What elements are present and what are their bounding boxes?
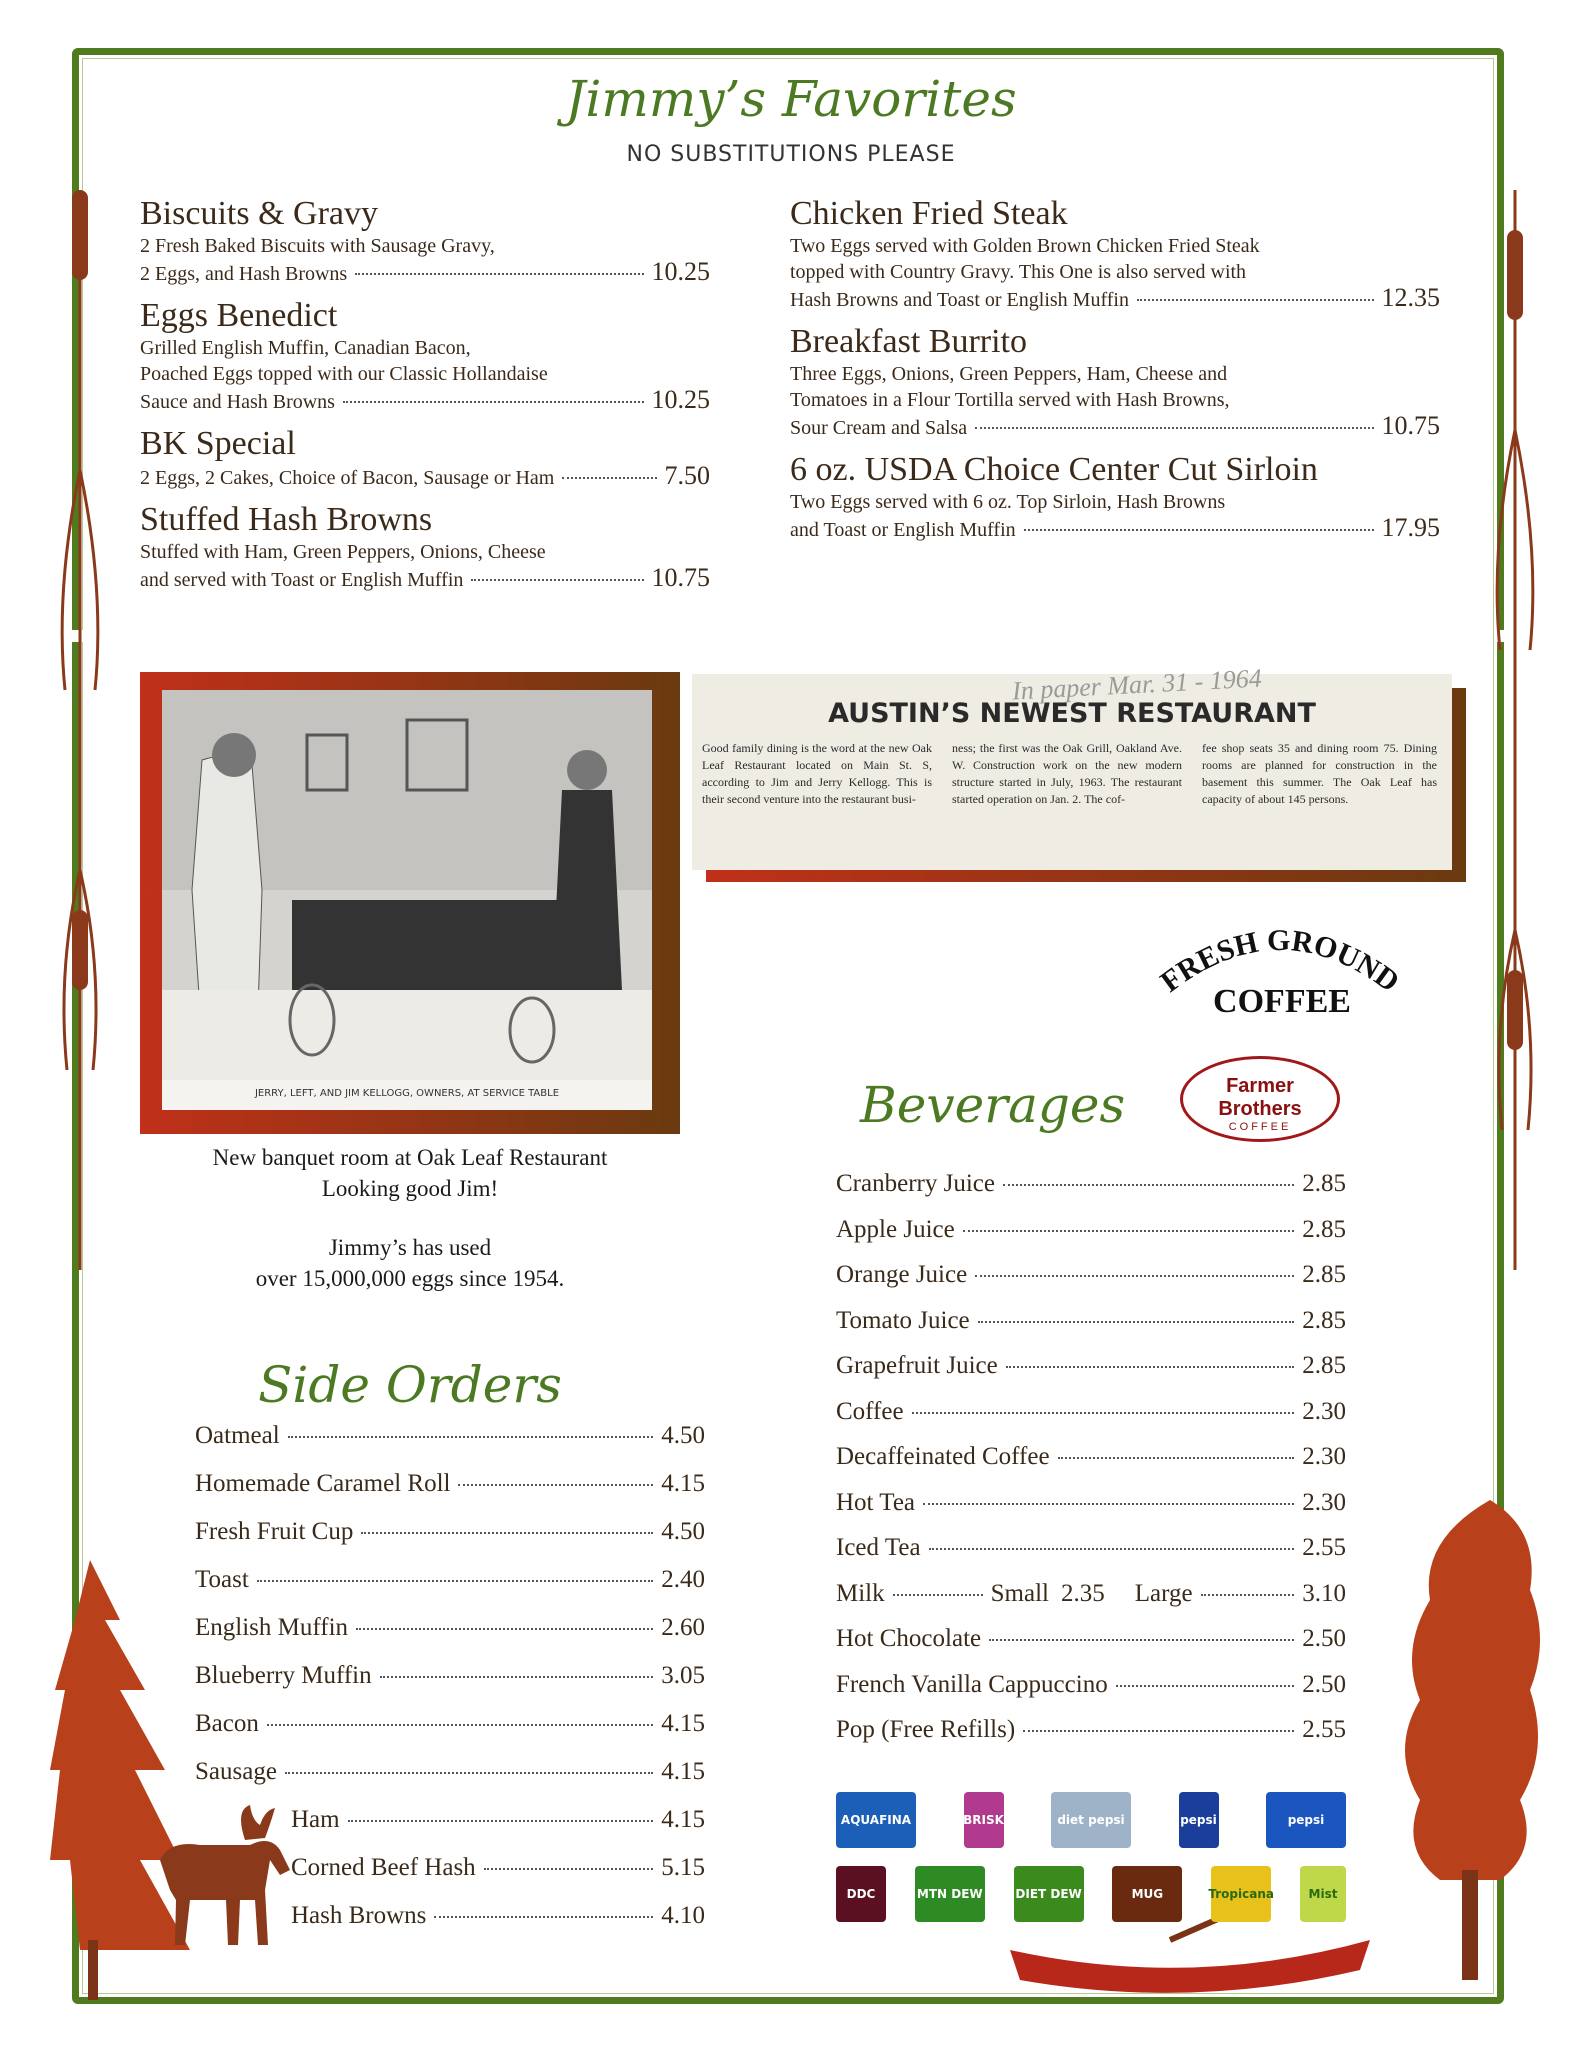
dot-leader — [1058, 1457, 1295, 1459]
side-name: Sausage — [195, 1758, 277, 1785]
side-price: 4.50 — [661, 1518, 705, 1545]
item-desc: and Toast or English Muffin — [790, 519, 1016, 541]
dot-leader — [975, 1275, 1294, 1277]
clipping-column: ness; the first was the Oak Grill, Oakland Ave. W. Construction work on the new modern structure started in July, 1963. The restaurant started operation on Jan. 2. The cof- — [952, 741, 1182, 806]
item-desc: Three Eggs, Onions, Green Peppers, Ham, Cheese and — [790, 363, 1228, 385]
dot-leader — [288, 1436, 654, 1438]
dot-leader — [356, 1628, 653, 1630]
side-name: Blueberry Muffin — [195, 1662, 372, 1689]
beverage-price: 2.85 — [1302, 1170, 1346, 1197]
side-price: 3.05 — [661, 1662, 705, 1689]
item-desc: Hash Browns and Toast or English Muffin — [790, 289, 1129, 311]
beverage-price: 2.85 — [1302, 1306, 1346, 1334]
favorite-item — [790, 451, 1440, 543]
item-price: 10.75 — [651, 563, 710, 592]
beverage-item — [836, 1398, 1346, 1444]
side-price: 2.60 — [661, 1614, 705, 1641]
clipping-column: fee shop seats 35 and dining room 75. Dining rooms are planned for construction in the basement this summer. The Oak Leaf has capacity of about 145 persons. — [1202, 741, 1437, 806]
favorite-item — [140, 425, 710, 491]
tropicana-logo: Tropicana — [1211, 1866, 1271, 1922]
item-price: 10.75 — [1381, 411, 1440, 440]
beverage-price: 2.85 — [1302, 1261, 1346, 1288]
side-name: Homemade Caramel Roll — [195, 1470, 451, 1497]
item-desc: 2 Eggs, and Hash Browns — [140, 263, 348, 285]
beverage-price: 2.50 — [1302, 1625, 1346, 1652]
beverage-item — [836, 1261, 1346, 1307]
item-desc: Tomatoes in a Flour Tortilla served with Hash Browns, — [790, 389, 1230, 411]
note-line: Looking good Jim! — [321, 1176, 499, 1201]
dot-leader — [1023, 1730, 1294, 1732]
item-desc: Sauce and Hash Browns — [140, 391, 335, 413]
dot-leader — [963, 1230, 1295, 1232]
beverage-name: Hot Chocolate — [836, 1625, 982, 1652]
beverage-name: Apple Juice — [836, 1215, 955, 1243]
dot-leader — [1116, 1685, 1295, 1687]
clipping-column: Good family dining is the word at the new Oak Leaf Restaurant located on Main St. S, according to Jim and Jerry Kellogg. This is their second venture into the restaurant busi- — [702, 741, 932, 806]
side-item — [195, 1518, 705, 1566]
beverage-price: 2.30 — [1302, 1397, 1346, 1425]
side-price: 4.15 — [661, 1758, 705, 1785]
milk-small-label: Small — [990, 1579, 1049, 1607]
dot-leader — [893, 1594, 983, 1596]
beverage-price: 2.50 — [1302, 1670, 1346, 1698]
dot-leader — [1006, 1366, 1295, 1368]
pepsi-logo: pepsi — [1266, 1792, 1346, 1848]
dot-leader — [458, 1484, 653, 1486]
dot-leader — [434, 1916, 653, 1918]
beverage-price: 2.30 — [1302, 1443, 1346, 1470]
beverages-title: Beverages — [860, 1076, 1126, 1134]
side-price: 5.15 — [661, 1854, 705, 1881]
page-subtitle: NO SUBSTITUTIONS PLEASE — [626, 142, 956, 167]
aquafina-logo: AQUAFINA — [836, 1792, 916, 1848]
side-item — [195, 1710, 705, 1758]
item-name: 6 oz. USDA Choice Center Cut Sirloin — [790, 451, 1318, 488]
favorite-item — [140, 297, 710, 415]
favorite-item — [790, 195, 1440, 313]
beverage-item — [836, 1307, 1346, 1353]
item-name: Eggs Benedict — [140, 297, 338, 334]
coffee-word: COFFEE — [1213, 983, 1351, 1020]
beverage-item — [836, 1216, 1346, 1262]
favorites-right-column — [790, 195, 1440, 543]
beverage-name: Tomato Juice — [836, 1306, 970, 1334]
item-desc: Two Eggs served with 6 oz. Top Sirloin, Hash Browns — [790, 491, 1226, 513]
dot-leader — [1003, 1184, 1294, 1186]
fresh-ground-coffee-badge — [1110, 900, 1450, 1040]
dr-pepper-logo: DDC — [836, 1866, 886, 1922]
cattail-right-icon — [1480, 170, 1550, 1270]
side-price: 4.15 — [661, 1710, 705, 1737]
mug-root-beer-logo: MUG — [1112, 1866, 1182, 1922]
side-item — [195, 1422, 705, 1470]
dot-leader — [285, 1772, 653, 1774]
dot-leader — [484, 1868, 654, 1870]
item-price: 7.50 — [664, 461, 710, 490]
dot-leader — [471, 579, 643, 581]
milk-small-price: 2.35 — [1060, 1579, 1105, 1607]
dot-leader — [923, 1503, 1294, 1505]
side-price: 4.15 — [661, 1806, 705, 1833]
beverage-name: Orange Juice — [836, 1261, 968, 1288]
diet-mtn-dew-logo: DIET DEW — [1014, 1866, 1084, 1922]
beverage-item — [836, 1671, 1346, 1717]
diet-pepsi-logo: diet pepsi — [1051, 1792, 1131, 1848]
favorite-item — [790, 323, 1440, 441]
clipping-handwriting: In paper Mar. 31 - 1964 — [1011, 663, 1263, 706]
item-desc: Two Eggs served with Golden Brown Chicken Fried Steak — [790, 235, 1260, 257]
historic-photo — [162, 690, 652, 1110]
side-name: Corned Beef Hash — [291, 1854, 476, 1881]
dot-leader — [929, 1548, 1295, 1550]
clipping-headline: AUSTIN’S NEWEST RESTAURANT — [828, 698, 1316, 729]
favorite-item — [140, 501, 710, 593]
side-name: Ham — [291, 1806, 340, 1833]
item-desc: topped with Country Gravy. This One is also served with — [790, 261, 1247, 283]
eggs-note — [140, 1232, 680, 1294]
pepsi-can-logo: pepsi — [1179, 1792, 1219, 1848]
item-desc: 2 Eggs, 2 Cakes, Choice of Bacon, Sausage or Ham — [140, 467, 555, 489]
beverage-name: French Vanilla Cappuccino — [836, 1670, 1108, 1698]
beverages-list — [836, 1170, 1346, 1762]
item-name: Chicken Fried Steak — [790, 195, 1068, 232]
item-name: BK Special — [140, 425, 296, 462]
coffee-arc-text: FRESH GROUND — [1154, 923, 1406, 999]
side-name: Bacon — [195, 1710, 259, 1737]
item-price: 10.25 — [651, 257, 710, 286]
side-item — [195, 1470, 705, 1518]
dot-leader — [355, 273, 643, 275]
page-title: Jimmy’s Favorites — [565, 70, 1017, 128]
sierra-mist-logo: Mist — [1300, 1866, 1346, 1922]
dot-leader — [348, 1820, 654, 1822]
favorite-item — [140, 195, 710, 287]
dot-leader — [1024, 529, 1374, 531]
item-price: 17.95 — [1381, 513, 1440, 542]
dot-leader — [978, 1321, 1295, 1323]
beverage-price: 2.85 — [1302, 1215, 1346, 1243]
beverage-name: Grapefruit Juice — [836, 1352, 998, 1379]
item-desc: 2 Fresh Baked Biscuits with Sausage Gravy, — [140, 235, 495, 257]
side-item — [195, 1614, 705, 1662]
beverage-item — [836, 1443, 1346, 1489]
dot-leader — [1201, 1594, 1295, 1596]
beverage-price: 2.30 — [1302, 1488, 1346, 1516]
dot-leader — [257, 1580, 653, 1582]
item-desc: Sour Cream and Salsa — [790, 417, 968, 439]
side-name: Oatmeal — [195, 1422, 280, 1449]
dot-leader — [361, 1532, 653, 1534]
side-price: 4.10 — [661, 1902, 705, 1929]
side-name: Fresh Fruit Cup — [195, 1518, 354, 1545]
brisk-logo: BRISK — [964, 1792, 1004, 1848]
favorites-left-column — [140, 195, 710, 593]
newspaper-clipping — [692, 663, 1452, 870]
item-desc: and served with Toast or English Muffin — [140, 569, 464, 591]
item-name: Breakfast Burrito — [790, 323, 1027, 360]
brand-sub: COFFEE — [1228, 1121, 1292, 1133]
beverage-item — [836, 1352, 1346, 1398]
item-price: 10.25 — [651, 385, 710, 414]
side-item — [195, 1566, 705, 1614]
dot-leader — [912, 1412, 1295, 1414]
milk-large-price: 3.10 — [1302, 1579, 1346, 1607]
side-item — [195, 1662, 705, 1710]
item-name: Stuffed Hash Browns — [140, 501, 433, 538]
tree-right-icon — [1380, 1500, 1550, 1980]
dot-leader — [975, 427, 1373, 429]
dot-leader — [1137, 299, 1374, 301]
side-name: Hash Browns — [291, 1902, 427, 1929]
dot-leader — [267, 1724, 653, 1726]
item-price: 12.35 — [1381, 283, 1440, 312]
side-price: 4.15 — [661, 1470, 705, 1497]
beverage-item — [836, 1625, 1346, 1671]
photo-caption: JERRY, LEFT, AND JIM KELLOGG, OWNERS, AT SERVICE TABLE — [254, 1088, 560, 1099]
item-desc: Poached Eggs topped with our Classic Hollandaise — [140, 363, 548, 385]
farmer-brothers-logo — [1180, 1056, 1340, 1142]
dot-leader — [380, 1676, 654, 1678]
beverage-item — [836, 1170, 1346, 1216]
beverage-price: 2.55 — [1302, 1534, 1346, 1561]
side-name: Toast — [195, 1566, 249, 1593]
beverage-name: Milk — [836, 1579, 885, 1607]
banquet-note — [140, 1142, 680, 1204]
dot-leader — [343, 401, 644, 403]
note-line: Jimmy’s has used — [328, 1235, 492, 1260]
beverage-price: 2.55 — [1302, 1716, 1346, 1743]
item-name: Biscuits & Gravy — [140, 195, 378, 232]
side-orders-list — [195, 1422, 705, 1950]
beverage-name: Iced Tea — [836, 1534, 921, 1561]
side-price: 2.40 — [661, 1566, 705, 1593]
beverage-name: Decaffeinated Coffee — [836, 1443, 1050, 1470]
beverage-item — [836, 1716, 1346, 1762]
beverage-name: Pop (Free Refills) — [836, 1716, 1016, 1743]
side-item — [195, 1854, 705, 1902]
soda-logos-row-1 — [836, 1792, 1346, 1848]
beverage-item — [836, 1534, 1346, 1580]
item-desc: Grilled English Muffin, Canadian Bacon, — [140, 337, 471, 359]
milk-large-label: Large — [1134, 1579, 1193, 1607]
mtn-dew-logo: MTN DEW — [915, 1866, 985, 1922]
soda-logos-row-2 — [836, 1866, 1346, 1922]
beverage-item — [836, 1489, 1346, 1535]
owners-photo-image — [162, 690, 652, 1080]
dot-leader — [562, 477, 656, 479]
cattail-left-icon — [45, 170, 115, 1270]
brand-name: Farmer Brothers — [1218, 1075, 1302, 1120]
note-line: New banquet room at Oak Leaf Restaurant — [212, 1145, 608, 1170]
item-desc: Stuffed with Ham, Green Peppers, Onions, Cheese — [140, 541, 546, 563]
side-item — [195, 1806, 705, 1854]
beverage-price: 2.85 — [1302, 1352, 1346, 1379]
note-line: over 15,000,000 eggs since 1954. — [255, 1266, 565, 1291]
beverage-name: Hot Tea — [836, 1488, 916, 1516]
beverage-name: Coffee — [836, 1397, 904, 1425]
side-price: 4.50 — [661, 1422, 705, 1449]
side-name: English Muffin — [195, 1614, 349, 1641]
side-orders-title: Side Orders — [258, 1356, 562, 1414]
side-item — [195, 1758, 705, 1806]
dot-leader — [989, 1639, 1294, 1641]
milk-row — [836, 1580, 1346, 1626]
side-item — [195, 1902, 705, 1950]
beverage-name: Cranberry Juice — [836, 1170, 995, 1197]
